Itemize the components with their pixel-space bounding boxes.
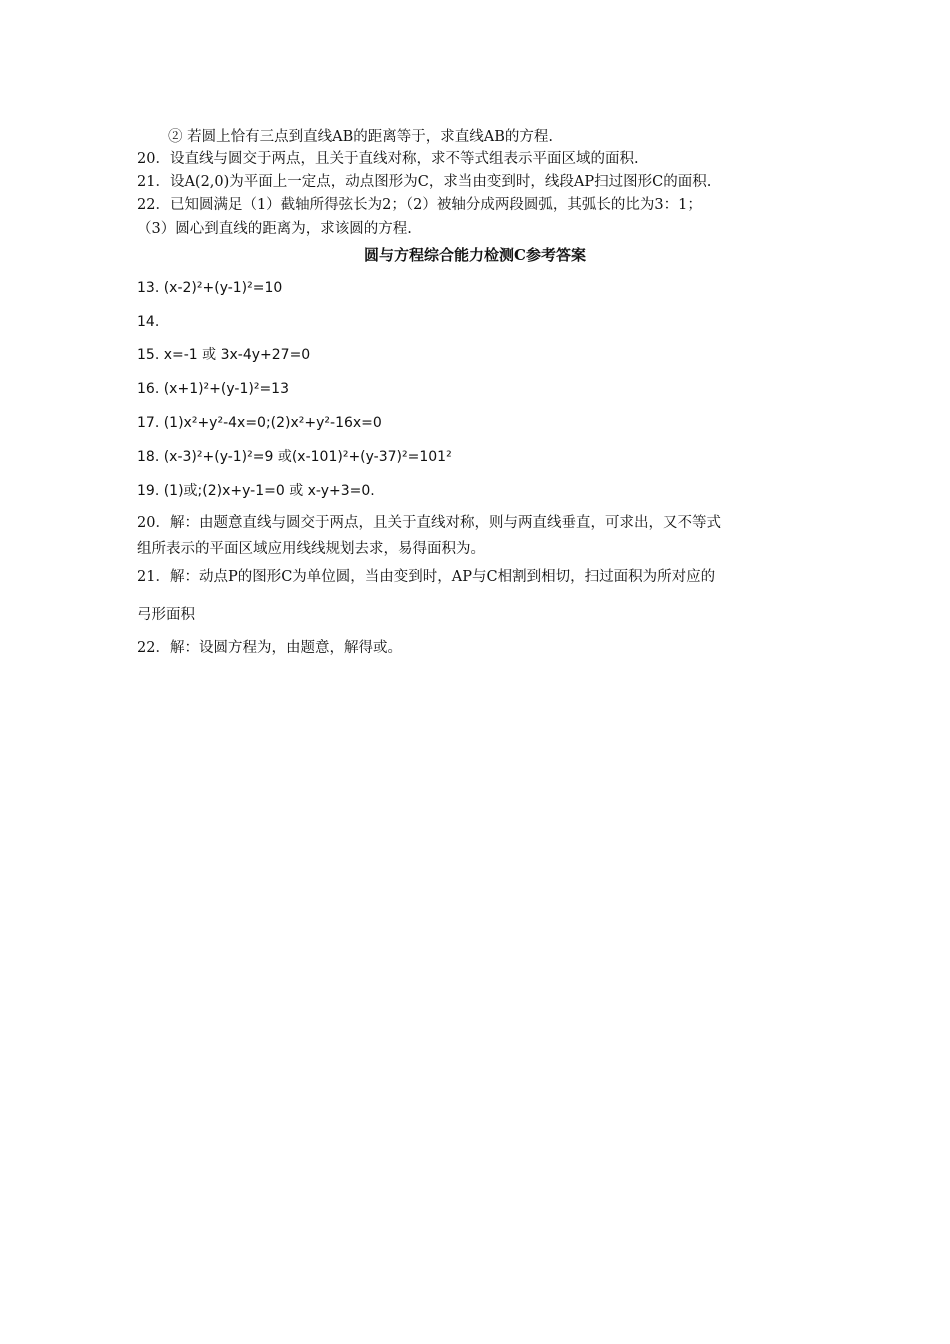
answer-13: 13. (x-2)²+(y-1)²=10: [137, 280, 283, 296]
answer-20-line1: 20．解：由题意直线与圆交于两点，且关于直线对称，则与两直线垂直，可求出，又不等式: [137, 515, 721, 531]
answer-16: 16. (x+1)²+(y-1)²=13: [137, 381, 289, 397]
answer-20-line2: 组所表示的平面区域应用线线规划去求，易得面积为。: [137, 541, 485, 557]
answer-22: 22．解：设圆方程为，由题意，解得或。: [137, 640, 402, 656]
answer-18: 18. (x-3)²+(y-1)²=9 或(x-101)²+(y-37)²=101²: [137, 449, 452, 465]
question-19-part2: ② 若圆上恰有三点到直线AB的距离等于，求直线AB的方程.: [168, 129, 553, 145]
question-22-line2: （3）圆心到直线的距离为，求该圆的方程.: [137, 221, 412, 237]
question-22-line1: 22．已知圆满足（1）截轴所得弦长为2；（2）被轴分成两段圆弧，其弧长的比为3：1；: [137, 197, 702, 213]
answer-21-line2: 弓形面积: [137, 607, 195, 623]
answer-15: 15. x=-1 或 3x-4y+27=0: [137, 347, 311, 363]
answers-title: 圆与方程综合能力检测C参考答案: [364, 246, 586, 264]
answer-14: 14.: [137, 314, 160, 330]
question-21: 21．设A(2,0)为平面上一定点，动点图形为C，求当由变到时，线段AP扫过图形C的面积.: [137, 174, 712, 190]
question-20: 20．设直线与圆交于两点，且关于直线对称，求不等式组表示平面区域的面积.: [137, 151, 639, 167]
answer-21-line1: 21．解：动点P的图形C为单位圆，当由变到时，AP与C相割到相切，扫过面积为所对应的: [137, 569, 716, 585]
answer-17: 17. (1)x²+y²-4x=0;(2)x²+y²-16x=0: [137, 415, 382, 431]
answer-19: 19. (1)或;(2)x+y-1=0 或 x-y+3=0.: [137, 483, 375, 499]
